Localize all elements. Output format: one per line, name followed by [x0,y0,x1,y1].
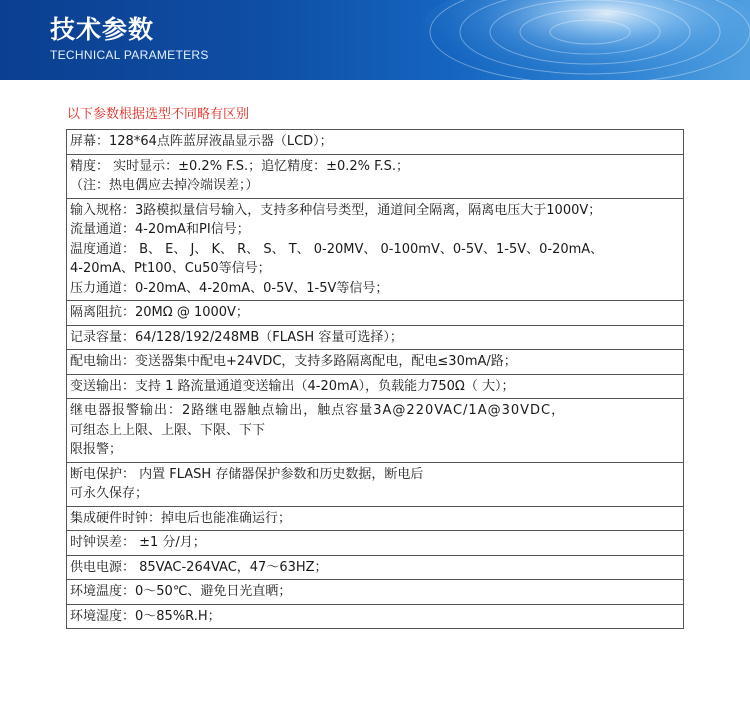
section-title: 技术参数 [50,15,155,44]
parameter-text: 可组态上上限、上限、下限、下下 [70,422,266,438]
parameter-text: 精度： 实时显示：±0.2% F.S.；追忆精度：±0.2% F.S.； [70,158,410,174]
parameters-table-body [67,130,684,629]
parameter-cell [67,531,684,556]
parameter-text: 隔离阻抗：20MΩ @ 1000V； [70,305,249,320]
parameter-row [67,301,684,326]
parameter-row [67,130,684,155]
parameter-text: 环境湿度：0～85%R.H； [70,608,221,624]
parameter-cell [67,301,684,326]
parameters-table [66,129,684,629]
parameter-text: 4-20mA、Pt100、Cu50等信号； [70,261,271,276]
parameter-cell [67,198,684,301]
header-banner [0,0,750,80]
parameter-cell [67,350,684,375]
parameter-cell [67,374,684,399]
parameter-cell [67,580,684,605]
parameter-text: 变送输出：支持 1 路流量通道变送输出（4-20mA），负载能力750Ω（ 大）； [70,378,515,394]
parameter-row [67,462,684,506]
selection-note: 以下参数根据选型不同略有区别 [67,107,250,122]
parameter-row [67,399,684,463]
parameter-text: 环境温度：0～50℃、避免日光直晒； [70,584,292,599]
parameter-row [67,531,684,556]
parameter-text: 断电保护： 内置 FLASH 存储器保护参数和历史数据，断电后 [70,466,424,482]
parameter-row [67,374,684,399]
section-subtitle: TECHNICAL PARAMETERS [50,48,209,62]
parameter-text: 限报警； [70,442,123,457]
decorative-swirl-graphic [390,0,750,80]
parameter-text: 可永久保存； [70,486,149,501]
parameter-row [67,154,684,198]
parameter-row [67,506,684,531]
parameter-text: 输入规格：3路模拟量信号输入，支持多种信号类型，通道间全隔离，隔离电压大于1000V； [70,202,602,218]
parameter-text: 继电器报警输出：2路继电器触点输出，触点容量3A@220VAC/1A@30VDC， [70,403,566,418]
parameter-row [67,580,684,605]
parameter-text: 供电电源： 85VAC-264VAC，47～63HZ； [70,559,328,575]
parameter-text: 时钟误差： ±1 分/月； [70,535,206,550]
parameter-row [67,325,684,350]
parameter-cell [67,399,684,463]
parameter-cell [67,506,684,531]
parameter-text: 流量通道：4-20mA和PI信号； [70,222,250,237]
parameter-text: 温度通道： B、 E、 J、 K、 R、 S、 T、 0-20MV、 0-100mV、0-5V、1-5V、0-20mA、 [70,241,604,257]
parameter-cell [67,604,684,629]
parameter-text: 集成硬件时钟：掉电后也能准确运行； [70,510,292,526]
parameter-row [67,198,684,301]
parameter-row [67,555,684,580]
parameter-text: 配电输出：变送器集中配电+24VDC，支持多路隔离配电，配电≤30mA/路； [70,354,517,369]
parameter-text: 屏幕：128*64点阵蓝屏液晶显示器（LCD）； [70,134,333,149]
parameter-cell [67,325,684,350]
parameter-cell [67,130,684,155]
parameter-text: 压力通道：0-20mA、4-20mA、0-5V、1-5V等信号； [70,280,389,296]
parameter-text: （注：热电偶应去掉冷端误差；） [70,178,259,193]
parameter-cell [67,462,684,506]
parameter-row [67,604,684,629]
parameter-row [67,350,684,375]
parameter-cell [67,555,684,580]
parameter-cell [67,154,684,198]
parameter-text: 记录容量：64/128/192/248MB（FLASH 容量可选择）； [70,329,403,345]
